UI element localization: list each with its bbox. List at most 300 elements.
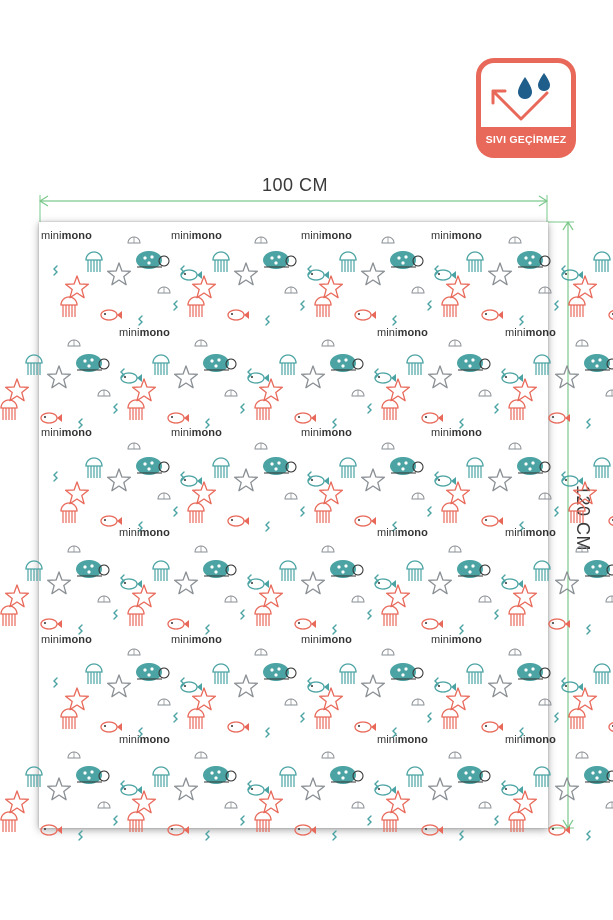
jellyfish-icon <box>213 458 229 478</box>
turtle-icon <box>203 560 236 578</box>
seaweed-icon <box>428 301 431 310</box>
seaweed-icon <box>502 575 505 584</box>
jellyfish-icon <box>128 400 144 420</box>
turtle-icon <box>330 766 363 784</box>
jellyfish-icon <box>188 709 204 729</box>
seaweed-icon <box>502 369 505 378</box>
fish-icon <box>228 310 249 320</box>
brand-logo-part1: mini <box>171 427 192 439</box>
jellyfish-icon <box>213 252 229 272</box>
seashell-icon <box>128 443 140 449</box>
seashell-icon <box>285 699 297 705</box>
seashell-icon <box>509 443 521 449</box>
seaweed-icon <box>375 369 378 378</box>
starfish-icon <box>235 469 258 491</box>
jellyfish-icon <box>407 355 423 375</box>
starfish-icon <box>235 675 258 697</box>
seashell-icon <box>225 390 237 396</box>
brand-logo <box>41 634 92 646</box>
brand-logo-part1: mini <box>377 734 398 746</box>
brand-logo <box>119 327 170 339</box>
width-dimension-label: 100 CM <box>261 175 329 195</box>
turtle-icon <box>330 354 363 372</box>
seaweed-icon <box>368 610 371 619</box>
jellyfish-icon <box>188 297 204 317</box>
jellyfish-icon <box>340 664 356 684</box>
jellyfish-icon <box>467 252 483 272</box>
jellyfish-icon <box>509 606 525 626</box>
seashell-icon <box>412 287 424 293</box>
jellyfish-icon <box>382 812 398 832</box>
brand-logo-part1: mini <box>431 230 452 242</box>
brand-logo-part2: mono <box>451 427 482 439</box>
seaweed-icon <box>174 301 177 310</box>
starfish-icon <box>66 276 89 298</box>
brand-logo-part1: mini <box>377 327 398 339</box>
jellyfish-icon <box>442 503 458 523</box>
brand-logo-part2: mono <box>139 527 170 539</box>
fish-icon <box>101 310 122 320</box>
height-dimension-label: 120 CM <box>573 484 593 552</box>
seashell-icon <box>68 546 80 552</box>
starfish-icon <box>108 263 131 285</box>
brand-logo <box>301 634 352 646</box>
seaweed-icon <box>460 625 463 634</box>
starfish-icon <box>48 572 71 594</box>
jellyfish-icon <box>509 400 525 420</box>
fish-icon <box>422 619 443 629</box>
seashell-icon <box>285 287 297 293</box>
starfish-icon <box>133 379 156 401</box>
fish-icon <box>168 619 189 629</box>
seashell-icon <box>225 596 237 602</box>
seaweed-icon <box>368 816 371 825</box>
jellyfish-icon <box>86 252 102 272</box>
fish-icon <box>295 413 316 423</box>
seaweed-icon <box>54 266 57 275</box>
seashell-icon <box>68 340 80 346</box>
jellyfish-icon <box>442 297 458 317</box>
turtle-icon <box>263 251 296 269</box>
brand-logo <box>431 427 482 439</box>
seashell-icon <box>382 443 394 449</box>
turtle-icon <box>517 663 550 681</box>
seaweed-icon <box>248 369 251 378</box>
jellyfish-icon <box>534 355 550 375</box>
starfish-icon <box>514 379 537 401</box>
brand-logo-part1: mini <box>377 527 398 539</box>
jellyfish-icon <box>467 458 483 478</box>
turtle-icon <box>517 251 550 269</box>
turtle-icon <box>457 560 490 578</box>
starfish-icon <box>320 482 343 504</box>
turtle-icon <box>457 354 490 372</box>
brand-logo-part1: mini <box>505 327 526 339</box>
seashell-icon <box>322 752 334 758</box>
brand-logo <box>119 527 170 539</box>
fish-icon <box>482 722 503 732</box>
brand-logo-part2: mono <box>61 230 92 242</box>
starfish-icon <box>320 688 343 710</box>
seashell-icon <box>449 340 461 346</box>
brand-logo-part2: mono <box>525 327 556 339</box>
turtle-icon <box>517 457 550 475</box>
starfish-icon <box>193 276 216 298</box>
brand-logo <box>377 734 428 746</box>
jellyfish-icon <box>340 458 356 478</box>
seashell-icon <box>352 390 364 396</box>
seaweed-icon <box>375 575 378 584</box>
seashell-icon <box>285 493 297 499</box>
starfish-icon <box>429 572 452 594</box>
seaweed-icon <box>114 610 117 619</box>
seashell-icon <box>479 802 491 808</box>
starfish-icon <box>302 366 325 388</box>
seaweed-icon <box>121 575 124 584</box>
brand-logo <box>377 327 428 339</box>
brand-logo-part2: mono <box>397 327 428 339</box>
brand-logo <box>505 734 556 746</box>
turtle-icon <box>203 354 236 372</box>
seaweed-icon <box>174 507 177 516</box>
fish-icon <box>41 413 62 423</box>
jellyfish-icon <box>467 664 483 684</box>
jellyfish-icon <box>315 297 331 317</box>
seaweed-icon <box>495 404 498 413</box>
jellyfish-icon <box>340 252 356 272</box>
brand-logo-part1: mini <box>431 427 452 439</box>
starfish-icon <box>429 366 452 388</box>
brand-logo-part2: mono <box>397 527 428 539</box>
starfish-icon <box>387 585 410 607</box>
seashell-icon <box>195 546 207 552</box>
jellyfish-icon <box>509 812 525 832</box>
brand-logo <box>431 230 482 242</box>
brand-logo-part1: mini <box>301 230 322 242</box>
seashell-icon <box>255 443 267 449</box>
seashell-icon <box>449 546 461 552</box>
seashell-icon <box>158 287 170 293</box>
brand-logo <box>377 527 428 539</box>
turtle-icon <box>136 663 169 681</box>
seashell-icon <box>479 596 491 602</box>
jellyfish-icon <box>534 767 550 787</box>
fish-icon <box>482 310 503 320</box>
brand-logo <box>301 427 352 439</box>
seaweed-icon <box>114 404 117 413</box>
fish-icon <box>101 722 122 732</box>
seaweed-icon <box>495 816 498 825</box>
seashell-icon <box>195 752 207 758</box>
turtle-icon <box>76 766 109 784</box>
starfish-icon <box>260 791 283 813</box>
starfish-icon <box>387 791 410 813</box>
seaweed-icon <box>435 266 438 275</box>
brand-logo <box>505 527 556 539</box>
starfish-icon <box>514 791 537 813</box>
brand-logo-part1: mini <box>431 634 452 646</box>
turtle-icon <box>390 251 423 269</box>
starfish-icon <box>260 585 283 607</box>
jellyfish-icon <box>280 355 296 375</box>
starfish-icon <box>302 572 325 594</box>
brand-logo <box>431 634 482 646</box>
fish-icon <box>228 516 249 526</box>
seaweed-icon <box>174 713 177 722</box>
seaweed-icon <box>428 713 431 722</box>
seashell-icon <box>412 493 424 499</box>
starfish-icon <box>175 572 198 594</box>
starfish-icon <box>302 778 325 800</box>
seashell-icon <box>322 546 334 552</box>
brand-logo-part2: mono <box>321 230 352 242</box>
seaweed-icon <box>435 472 438 481</box>
starfish-icon <box>108 469 131 491</box>
brand-logo-part2: mono <box>451 634 482 646</box>
jellyfish-icon <box>255 606 271 626</box>
turtle-icon <box>390 457 423 475</box>
turtle-icon <box>76 354 109 372</box>
seashell-icon <box>98 390 110 396</box>
seaweed-icon <box>54 678 57 687</box>
seashell-icon <box>158 493 170 499</box>
seashell-icon <box>128 649 140 655</box>
starfish-icon <box>48 366 71 388</box>
fish-icon <box>41 619 62 629</box>
seaweed-icon <box>301 507 304 516</box>
jellyfish-icon <box>255 400 271 420</box>
brand-logo-part1: mini <box>301 427 322 439</box>
seaweed-icon <box>181 266 184 275</box>
brand-logo-part2: mono <box>191 230 222 242</box>
play-mat <box>39 222 556 828</box>
seashell-icon <box>128 237 140 243</box>
brand-logo <box>171 230 222 242</box>
starfish-icon <box>362 675 385 697</box>
jellyfish-icon <box>407 767 423 787</box>
brand-logo-part2: mono <box>191 427 222 439</box>
seaweed-icon <box>495 610 498 619</box>
fish-icon <box>168 413 189 423</box>
brand-logo <box>505 327 556 339</box>
starfish-icon <box>447 276 470 298</box>
brand-logo-part2: mono <box>139 734 170 746</box>
starfish-icon <box>175 366 198 388</box>
jellyfish-icon <box>128 812 144 832</box>
seaweed-icon <box>308 266 311 275</box>
starfish-icon <box>447 688 470 710</box>
sea-animal-pattern <box>39 222 548 828</box>
seaweed-icon <box>502 781 505 790</box>
brand-logo-part2: mono <box>321 427 352 439</box>
seaweed-icon <box>206 625 209 634</box>
seaweed-icon <box>520 316 523 325</box>
jellyfish-icon <box>280 767 296 787</box>
seashell-icon <box>479 390 491 396</box>
seashell-icon <box>225 802 237 808</box>
brand-logo-part1: mini <box>505 734 526 746</box>
brand-logo-part1: mini <box>119 734 140 746</box>
seaweed-icon <box>333 625 336 634</box>
seashell-icon <box>509 237 521 243</box>
starfish-icon <box>175 778 198 800</box>
seaweed-icon <box>308 678 311 687</box>
turtle-icon <box>457 766 490 784</box>
brand-logo-part1: mini <box>41 634 62 646</box>
seaweed-icon <box>121 369 124 378</box>
jellyfish-icon <box>280 561 296 581</box>
seaweed-icon <box>121 781 124 790</box>
turtle-icon <box>136 251 169 269</box>
brand-logo-part1: mini <box>41 427 62 439</box>
turtle-icon <box>76 560 109 578</box>
jellyfish-icon <box>188 503 204 523</box>
seashell-icon <box>352 596 364 602</box>
brand-logo-part2: mono <box>191 634 222 646</box>
seaweed-icon <box>308 472 311 481</box>
starfish-icon <box>66 482 89 504</box>
seaweed-icon <box>241 404 244 413</box>
seaweed-icon <box>428 507 431 516</box>
seaweed-icon <box>181 472 184 481</box>
seaweed-icon <box>301 301 304 310</box>
seaweed-icon <box>301 713 304 722</box>
jellyfish-icon <box>255 812 271 832</box>
seashell-icon <box>322 340 334 346</box>
brand-logo <box>301 230 352 242</box>
jellyfish-icon <box>86 664 102 684</box>
seashell-icon <box>382 649 394 655</box>
brand-logo-part1: mini <box>171 634 192 646</box>
seaweed-icon <box>368 404 371 413</box>
jellyfish-icon <box>534 561 550 581</box>
brand-logo-part2: mono <box>525 527 556 539</box>
seashell-icon <box>68 752 80 758</box>
brand-logo-part2: mono <box>451 230 482 242</box>
starfish-icon <box>133 585 156 607</box>
seaweed-icon <box>375 781 378 790</box>
starfish-icon <box>193 688 216 710</box>
seaweed-icon <box>266 316 269 325</box>
jellyfish-icon <box>315 503 331 523</box>
seaweed-icon <box>139 316 142 325</box>
seaweed-icon <box>435 678 438 687</box>
seaweed-icon <box>54 472 57 481</box>
starfish-icon <box>193 482 216 504</box>
seaweed-icon <box>266 522 269 531</box>
seashell-icon <box>158 699 170 705</box>
turtle-icon <box>263 663 296 681</box>
seaweed-icon <box>248 575 251 584</box>
seaweed-icon <box>181 678 184 687</box>
jellyfish-icon <box>442 709 458 729</box>
fish-icon <box>422 413 443 423</box>
brand-logo-part2: mono <box>61 427 92 439</box>
starfish-icon <box>447 482 470 504</box>
jellyfish-icon <box>382 606 398 626</box>
jellyfish-icon <box>153 355 169 375</box>
turtle-icon <box>203 766 236 784</box>
jellyfish-icon <box>153 767 169 787</box>
brand-logo-part2: mono <box>397 734 428 746</box>
seashell-icon <box>509 649 521 655</box>
brand-logo-part1: mini <box>41 230 62 242</box>
jellyfish-icon <box>61 297 77 317</box>
brand-logo-part2: mono <box>321 634 352 646</box>
fish-icon <box>101 516 122 526</box>
seashell-icon <box>412 699 424 705</box>
turtle-icon <box>390 663 423 681</box>
seaweed-icon <box>79 625 82 634</box>
fish-icon <box>355 722 376 732</box>
brand-logo-part1: mini <box>505 527 526 539</box>
brand-logo-part2: mono <box>61 634 92 646</box>
jellyfish-icon <box>61 503 77 523</box>
jellyfish-icon <box>407 561 423 581</box>
jellyfish-icon <box>86 458 102 478</box>
brand-logo-part1: mini <box>119 527 140 539</box>
brand-logo-part1: mini <box>119 327 140 339</box>
starfish-icon <box>429 778 452 800</box>
jellyfish-icon <box>315 709 331 729</box>
starfish-icon <box>387 379 410 401</box>
jellyfish-icon <box>213 664 229 684</box>
fish-icon <box>295 619 316 629</box>
starfish-icon <box>514 585 537 607</box>
fish-icon <box>355 310 376 320</box>
turtle-icon <box>263 457 296 475</box>
seaweed-icon <box>266 728 269 737</box>
starfish-icon <box>133 791 156 813</box>
starfish-icon <box>48 778 71 800</box>
seaweed-icon <box>241 610 244 619</box>
jellyfish-icon <box>61 709 77 729</box>
seaweed-icon <box>241 816 244 825</box>
fish-icon <box>355 516 376 526</box>
brand-logo <box>119 734 170 746</box>
turtle-icon <box>136 457 169 475</box>
fish-icon <box>482 516 503 526</box>
starfish-icon <box>108 675 131 697</box>
seashell-icon <box>195 340 207 346</box>
jellyfish-icon <box>128 606 144 626</box>
seaweed-icon <box>393 316 396 325</box>
brand-logo <box>171 634 222 646</box>
starfish-icon <box>489 469 512 491</box>
seashell-icon <box>382 237 394 243</box>
brand-logo-part1: mini <box>301 634 322 646</box>
seaweed-icon <box>248 781 251 790</box>
starfish-icon <box>320 276 343 298</box>
brand-logo <box>41 427 92 439</box>
seashell-icon <box>449 752 461 758</box>
seashell-icon <box>255 649 267 655</box>
starfish-icon <box>362 469 385 491</box>
brand-logo-part2: mono <box>139 327 170 339</box>
badge-label: SIVI GEÇİRMEZ <box>481 127 571 153</box>
brand-logo-part2: mono <box>525 734 556 746</box>
brand-logo-part1: mini <box>171 230 192 242</box>
starfish-icon <box>235 263 258 285</box>
seashell-icon <box>255 237 267 243</box>
seashell-icon <box>352 802 364 808</box>
brand-logo <box>41 230 92 242</box>
seashell-icon <box>98 596 110 602</box>
seashell-icon <box>98 802 110 808</box>
starfish-icon <box>260 379 283 401</box>
starfish-icon <box>489 263 512 285</box>
jellyfish-icon <box>153 561 169 581</box>
